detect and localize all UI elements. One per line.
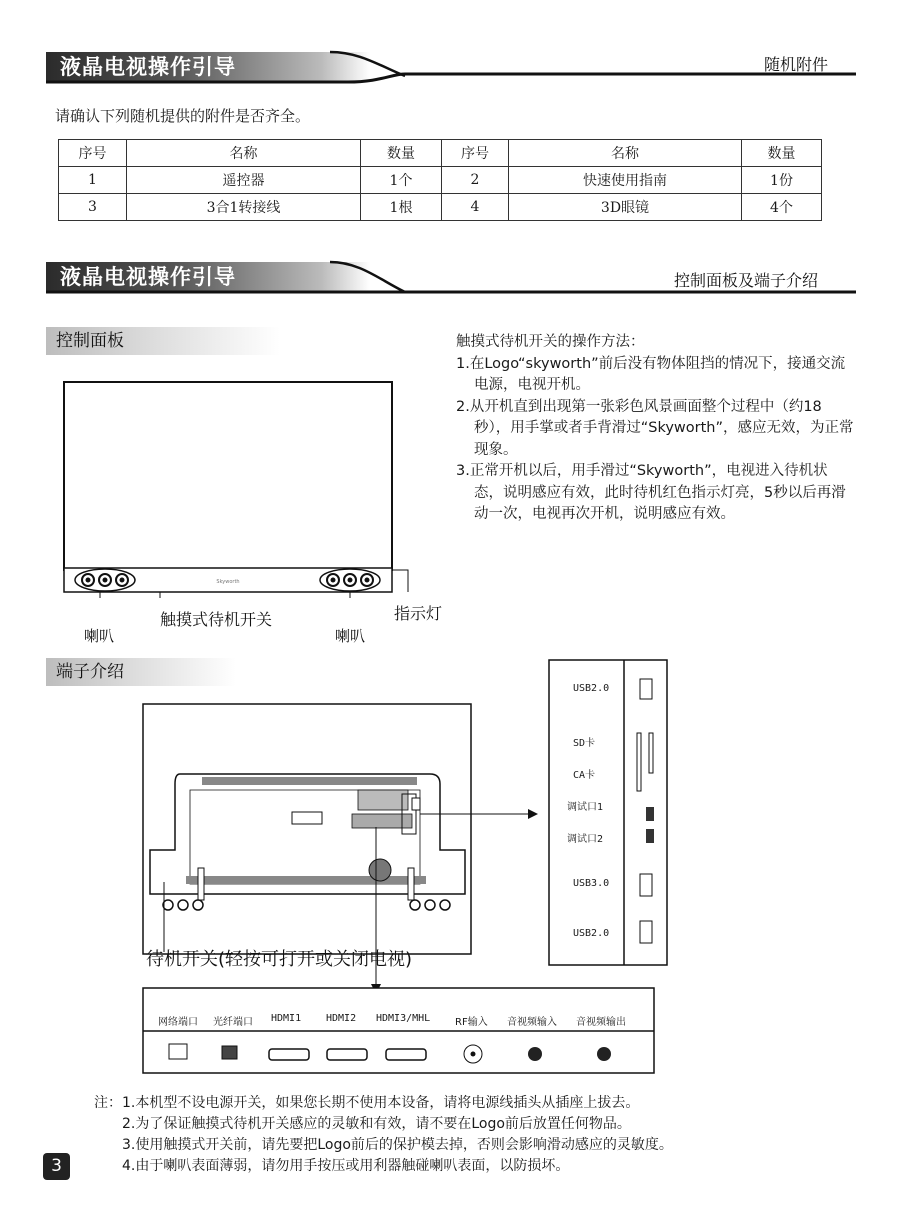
debug-port-icon	[646, 829, 654, 843]
note-item: 4.由于喇叭表面薄弱，请勿用手按压或用利器触碰喇叭表面，以防损坏。	[122, 1158, 570, 1174]
port-label: 调试口2	[567, 834, 604, 845]
port-label: 调试口1	[567, 802, 604, 813]
network-port-icon	[169, 1044, 187, 1059]
port-label: HDMI1	[271, 1013, 302, 1024]
hdmi-port-icon	[327, 1049, 367, 1060]
col-header: 名称	[509, 140, 742, 167]
av-out-port-icon	[597, 1047, 611, 1061]
indicator-label: 指示灯	[394, 604, 443, 623]
table-row	[59, 194, 822, 221]
col-header: 名称	[127, 140, 361, 167]
section-header-right: 随机附件	[764, 55, 829, 74]
accessory-intro: 请确认下列随机提供的附件是否齐全。	[55, 107, 311, 125]
table-cell: 快速使用指南	[509, 167, 742, 194]
av-in-port-icon	[528, 1047, 542, 1061]
table-cell: 4个	[742, 194, 822, 221]
note-item: 1.本机型不设电源开关，如果您长期不使用本设备，请将电源线插头从插座上拔去。	[122, 1095, 640, 1111]
notes	[94, 1093, 673, 1177]
port-label: USB2.0	[573, 928, 610, 939]
table-cell: 遥控器	[127, 167, 361, 194]
table-cell: 1份	[742, 167, 822, 194]
sd-slot-icon	[637, 733, 641, 791]
terminal-intro-title: 端子介绍	[46, 658, 236, 686]
section-header-title: 液晶电视操作引导	[46, 52, 370, 82]
port-label: 光纤端口	[213, 1017, 253, 1028]
col-header: 数量	[361, 140, 442, 167]
col-header: 序号	[59, 140, 127, 167]
touch-switch-label: 触摸式待机开关	[160, 610, 273, 629]
standby-switch-label: 待机开关(轻按可打开或关闭电视)	[146, 949, 413, 970]
table-cell: 1根	[361, 194, 442, 221]
speaker-right-label: 喇叭	[335, 627, 366, 645]
port-label: USB2.0	[573, 683, 610, 694]
table-header-row	[59, 140, 822, 167]
instruction-item: 2.从开机直到出现第一张彩色风景画面整个过程中（约18秒），用手掌或者手背滑过“Skyworth”，感应无效，为正常现象。	[456, 398, 854, 458]
debug-port-icon	[646, 807, 654, 821]
touch-switch-instructions	[456, 332, 856, 526]
tv-logo: Skyworth	[216, 579, 240, 585]
table-cell: 4	[442, 194, 509, 221]
control-panel-title: 控制面板	[46, 327, 280, 355]
tv-front-illustration	[60, 378, 420, 598]
table-cell: 1个	[361, 167, 442, 194]
ca-slot-icon	[649, 733, 653, 773]
notes-prefix: 注：	[94, 1095, 122, 1111]
optical-port-icon	[222, 1046, 237, 1059]
hdmi-port-icon	[269, 1049, 309, 1060]
instruction-item: 3.正常开机以后，用手滑过“Skyworth”，电视进入待机状态，说明感应有效，此时待机红色指示灯亮，5秒以后再滑动一次，电视再次开机，说明感应有效。	[456, 463, 846, 522]
port-label: 音视频输入	[507, 1017, 557, 1028]
usb-port-icon	[640, 874, 652, 896]
accessory-table	[58, 139, 822, 221]
col-header: 序号	[442, 140, 509, 167]
table-cell: 3D眼镜	[509, 194, 742, 221]
instructions-title: 触摸式待机开关的操作方法：	[456, 334, 645, 350]
port-label: 网络端口	[158, 1017, 198, 1028]
note-item: 3.使用触摸式开关前，请先要把Logo前后的保护模去掉，否则会影响滑动感应的灵敏度。	[122, 1137, 673, 1153]
table-cell: 3	[59, 194, 127, 221]
port-label: HDMI3/MHL	[376, 1013, 431, 1024]
col-header: 数量	[742, 140, 822, 167]
table-cell: 3合1转接线	[127, 194, 361, 221]
side-port-panel	[548, 659, 670, 967]
usb-port-icon	[640, 679, 652, 699]
table-row	[59, 167, 822, 194]
port-label: SD卡	[573, 738, 596, 749]
section-header-title: 液晶电视操作引导	[46, 262, 370, 292]
note-item: 2.为了保证触摸式待机开关感应的灵敏和有效，请不要在Logo前后放置任何物品。	[122, 1116, 631, 1132]
section-header-right: 控制面板及端子介绍	[674, 271, 819, 290]
hdmi-port-icon	[386, 1049, 426, 1060]
page-number: 3	[43, 1153, 70, 1180]
instruction-item: 1.在Logo“skyworth”前后没有物体阻挡的情况下，接通交流电源，电视开机。	[456, 355, 846, 393]
port-label: USB3.0	[573, 878, 610, 889]
port-label: CA卡	[573, 770, 596, 781]
port-label: HDMI2	[326, 1013, 357, 1024]
port-label: 音视频输出	[576, 1017, 626, 1028]
table-cell: 2	[442, 167, 509, 194]
header-swoosh	[0, 0, 898, 100]
usb-port-icon	[640, 921, 652, 943]
table-cell: 1	[59, 167, 127, 194]
bottom-port-panel	[142, 987, 656, 1075]
port-label: RF输入	[455, 1017, 488, 1028]
speaker-left-label: 喇叭	[84, 627, 115, 645]
